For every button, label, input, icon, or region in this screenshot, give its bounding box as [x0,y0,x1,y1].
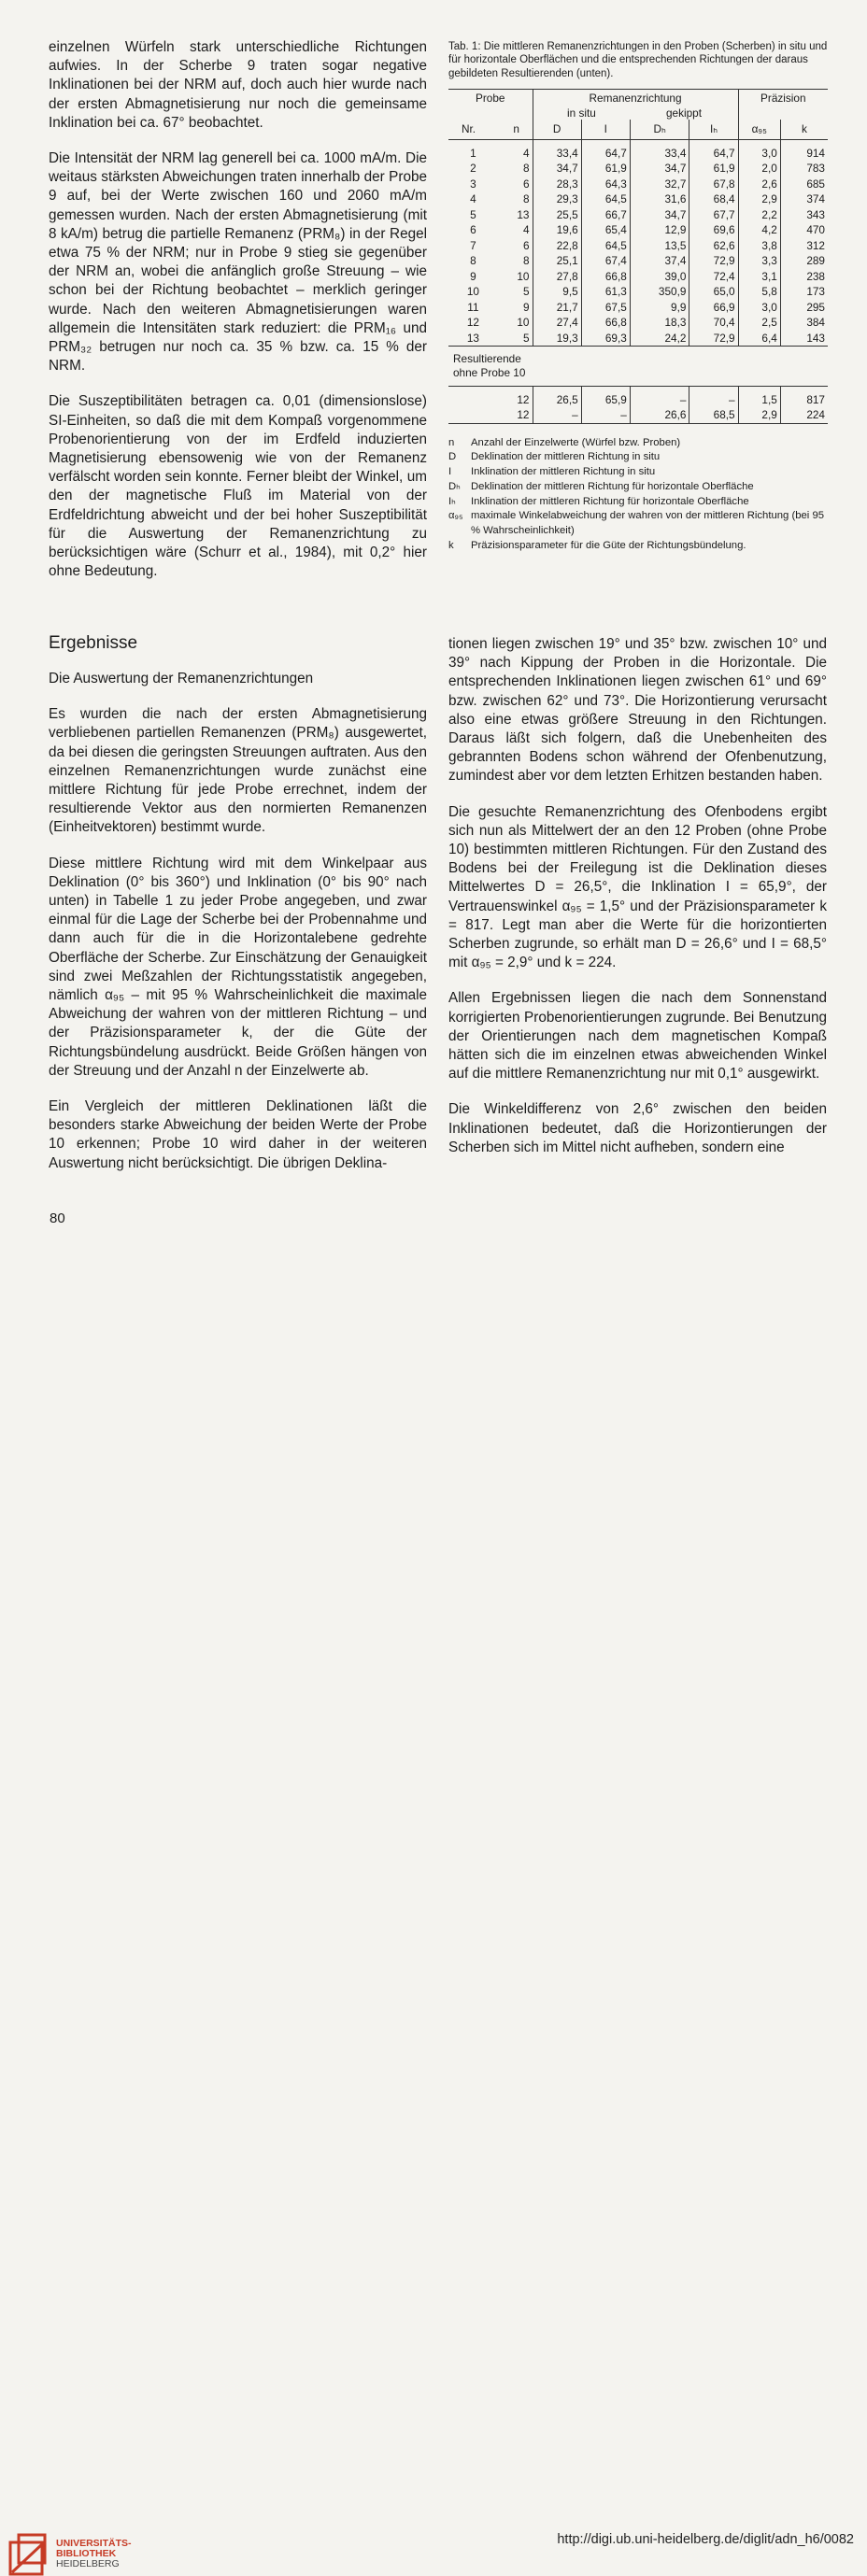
table-cell: 13 [466,331,479,345]
legend-item [448,539,828,554]
table-row [448,222,828,238]
table-cell: 64,3 [581,177,630,192]
col-header: α₉₅ [738,120,780,140]
paragraph: einzelnen Würfeln stark unterschiedliche Richtungen aufwies. In der Scherbe 9 traten sogar negative Inklinationen bei der NRM auf, doch auch hier wurde nach der ersten Abmagnetisierung nur noch die gemeinsame Inklination bei ca. 67° beobachtet. [49,39,427,131]
col-header: k [801,122,807,136]
legend-item [448,465,828,480]
page-number: 80 [50,1210,65,1226]
table-cell: 3,8 [738,238,780,254]
table-cell: 5 [501,284,533,300]
table-cell: 7 [470,238,476,252]
table-cell: 72,9 [689,253,738,269]
table-row [448,269,828,285]
table-legend [448,436,828,554]
logo-text: UNIVERSITÄTS- [56,2537,132,2549]
table-row [448,161,828,177]
table-cell: 34,7 [630,161,689,177]
table-cell: 8 [501,253,533,269]
table-cell: 67,8 [689,177,738,192]
table-cell: 34,7 [533,161,581,177]
table-cell: 783 [806,162,825,176]
paragraph: tionen liegen zwischen 19° und 35° bzw. zwischen 10° und 39° nach Kippung der Proben in die Horizontale. Die entsprechenden Inklinationen liegen zwischen 61° und 69° bzw. zwischen 62° und 73°. Die Horizontierung verursacht also eine etwas größere Streuung in den Richtungen. Daraus läßt sich folgern, daß die Unebenheiten des gebrannten Bodens schon während der Ofenbenutzung, zumindest aber vor dem letzten Erhitzen bestanden haben. [448,636,827,785]
table-cell: 70,4 [689,315,738,331]
table-cell: 224 [806,408,825,422]
table-cell: 2,0 [738,161,780,177]
header-gekippt: gekippt [630,106,738,120]
table-cell: 25,1 [533,253,581,269]
col-header: I [581,120,630,140]
table-cell: 5 [470,207,476,221]
paragraph: Die Winkeldifferenz von 2,6° zwischen den beiden Inklinationen bedeutet, daß die Horizontierungen der Scherben sich im Mittel nicht aufheben, sondern eine [448,1101,827,1155]
table-cell: 10 [501,315,533,331]
table-cell: 22,8 [533,238,581,254]
table-cell: 6 [501,177,533,192]
paragraph: Es wurden die nach der ersten Abmagnetisierung verbliebenen partiellen Remanenzen (PRM₈) ausgewertet, da bei diesen die geringsten Streuungen auftraten. Aus den einzelnen Remanenzrichtungen wurde zunächst eine mittlere Richtung für jede Probe errechnet, indem der resultierende Vektor aus den normierten Remanenzen (Einheitvektoren) bestimmt wurde. [49,706,427,836]
table-cell: 4 [501,222,533,238]
col-header: Iₕ [689,120,738,140]
legend-item [448,495,828,510]
table-cell: 62,6 [689,238,738,254]
table-cell: 27,8 [533,269,581,285]
table-cell: 295 [806,300,825,314]
paragraph: Die Suszeptibilitäten betragen ca. 0,01 (dimensionslose) SI-Einheiten, so daß die mit dem Kompaß vorgenommene Probenorientierung von der im Erdfeld induzierten Magnetisierung ebensowenig wie von der Remanenz verfälscht worden sein konnte. Ferner bleibt der Winkel, um den der magnetische Fluß im Material von der Erdfeldrichtung abweicht und der bei hoher Suszeptibilität für die Auswertung der Remanenzrichtung zu berücksichtigen wäre (Schurr et al., 1984), mit 0,2° hier ohne Bedeutung. [49,393,427,580]
table-row [448,300,828,316]
header-in-situ: in situ [567,106,596,120]
legend-text: maximale Winkelabweichung der wahren von der mittleren Richtung (bei 95 % Wahrscheinlichkeit) [471,510,825,536]
table-cell: 817 [806,392,825,406]
table-cell: 61,9 [689,161,738,177]
footer [0,1261,867,2569]
legend-key: D [448,451,457,463]
table-cell: 26,5 [533,392,581,408]
table-cell: 350,9 [630,284,689,300]
logo-text: HEIDELBERG [56,2557,120,2569]
table-cell: 64,7 [689,146,738,162]
legend-item [448,436,828,451]
table-cell: 2,9 [738,407,780,423]
table-row [448,207,828,223]
legend-text: Anzahl der Einzelwerte (Würfel bzw. Proben) [471,436,681,448]
table-cell: 4,2 [738,222,780,238]
table-body [448,146,828,347]
table-cell: 66,7 [581,207,630,223]
table-cell: 66,8 [581,315,630,331]
table-cell: – [630,392,689,408]
table-cell: 37,4 [630,253,689,269]
table-cell: 67,7 [689,207,738,223]
table-cell: 289 [806,254,825,268]
table-cell: 12 [501,407,533,423]
legend-text: Präzisionsparameter für die Güte der Richtungsbündelung. [471,539,746,551]
table-row [448,146,828,162]
table-cell: 21,7 [533,300,581,316]
legend-item [448,480,828,495]
table-cell: 2,9 [738,191,780,207]
table-row [448,238,828,254]
section-heading: Ergebnisse [49,633,138,653]
table-cell: 61,3 [581,284,630,300]
table-cell: 12 [501,392,533,408]
table-cell: 13,5 [630,238,689,254]
table-cell: 5 [501,331,533,347]
table-cell: 68,4 [689,191,738,207]
table-cell: 66,8 [581,269,630,285]
table-cell: 6 [501,238,533,254]
legend-item [448,509,828,538]
table-cell: 8 [501,161,533,177]
table-cell: 64,7 [581,146,630,162]
col-header: Dₕ [630,120,689,140]
table-cell: 6,4 [738,331,780,347]
table-cell: 64,5 [581,238,630,254]
result-row [448,407,828,423]
table-cell: 3,1 [738,269,780,285]
table-cell: 12 [466,316,479,330]
source-url[interactable]: http://digi.ub.uni-heidelberg.de/diglit/adn_h6/0082 [557,2532,854,2547]
table-cell: 66,9 [689,300,738,316]
table-cell: – [533,407,581,423]
table-cell: 69,6 [689,222,738,238]
table-cell: 5,8 [738,284,780,300]
legend-key: k [448,539,454,551]
table-row [448,177,828,192]
result-row [448,392,828,408]
table-cell: 34,7 [630,207,689,223]
table-row [448,331,828,347]
table-cell: 31,6 [630,191,689,207]
table-caption: Tab. 1: Die mittleren Remanenzrichtungen in den Proben (Scherben) in situ und für horizontale Oberflächen und die entsprechenden Richtungen der daraus gebildeten Resultierenden (unten). [448,41,828,79]
table-cell: 32,7 [630,177,689,192]
data-table [448,89,828,424]
table-cell: 3,3 [738,253,780,269]
table-cell: 67,5 [581,300,630,316]
table-cell: 72,4 [689,269,738,285]
col-header: D [533,120,581,140]
table-cell: 143 [806,331,825,345]
table-row [448,191,828,207]
left-column-bottom [49,632,427,1190]
table-cell: 10 [501,269,533,285]
header-probe: Probe [448,90,533,106]
table-cell: 25,5 [533,207,581,223]
table-cell: 29,3 [533,191,581,207]
table-cell: 8 [501,191,533,207]
table-cell: 19,3 [533,331,581,347]
table-cell: 27,4 [533,315,581,331]
table-cell: 2 [470,162,476,176]
paragraph: Ein Vergleich der mittleren Deklinationen läßt die besonders starke Abweichung der beiden Werte der Probe 10 erkennen; Probe 10 wird daher in der weiteren Auswertung nicht berücksichtigt. Die übrigen Deklina- [49,1098,427,1171]
header-remanenzrichtung: Remanenzrichtung [533,90,738,106]
table-cell: 9 [470,269,476,283]
table-cell: 914 [806,146,825,160]
result-body [448,392,828,424]
legend-key: I [448,466,452,478]
table-cell: 33,4 [630,146,689,162]
table-cell: 173 [806,285,825,299]
table-cell: 4 [501,146,533,162]
legend-text: Deklination der mittleren Richtung für horizontale Oberfläche [471,480,754,492]
table-cell: 238 [806,269,825,283]
table-row [448,284,828,300]
table-cell: 61,9 [581,161,630,177]
table-cell: 24,2 [630,331,689,347]
table-cell: 19,6 [533,222,581,238]
table-cell: 65,0 [689,284,738,300]
table-cell: 374 [806,192,825,206]
table-cell: 1,5 [738,392,780,408]
table-cell: 2,2 [738,207,780,223]
table-cell: 39,0 [630,269,689,285]
table-cell [448,407,501,423]
table-cell: 9,9 [630,300,689,316]
table-cell: 2,6 [738,177,780,192]
logo-text: BIBLIOTHEK [56,2547,117,2559]
table-cell: 11 [467,300,479,314]
table-cell: 9 [501,300,533,316]
table-cell: 12,9 [630,222,689,238]
col-header: n [501,120,533,140]
table-cell: 72,9 [689,331,738,347]
table-row [448,315,828,331]
col-header: Nr. [462,122,476,136]
header-praezision: Präzision [760,91,806,105]
table-cell: 67,4 [581,253,630,269]
table-block [448,40,828,553]
table-cell: 69,3 [581,331,630,347]
table-cell: – [689,392,738,408]
table-cell: 18,3 [630,315,689,331]
table-cell: 4 [470,192,476,206]
paragraph: Die Intensität der NRM lag generell bei ca. 1000 mA/m. Die weitaus stärksten Abweichungen traten innerhalb der Probe 9 auf, bei der Werte zwischen 160 und 2060 mA/m gemessen wurden. Nach der ersten Abmagnetisierung (mit 8 kA/m) betrug die partielle Remanenz (PRM₈) in der Regel etwa 75 % der NRM; nur in Probe 9 stieg sie gegenüber der NRM an, wobei die anfänglich große Streuung – wie schon bei der Richtung beobachtet – merklich geringer wurde. Nach den weiteren Abmagnetisierungen waren allgemein die Intensitäten stark reduziert: die PRM₁₆ und PRM₃₂ betrugen nur noch ca. 35 % bzw. ca. 15 % der NRM. [49,150,427,375]
table-cell: 470 [806,223,825,237]
table-cell: 8 [470,254,476,268]
table-cell: 9,5 [533,284,581,300]
legend-key: Iₕ [448,495,456,507]
table-cell: 2,5 [738,315,780,331]
table-cell: 64,5 [581,191,630,207]
table-cell: 3,0 [738,146,780,162]
table-cell: 26,6 [630,407,689,423]
right-column-bottom [448,635,827,1174]
library-logo[interactable] [7,2531,132,2576]
legend-key: α₉₅ [448,510,463,522]
table-cell: 33,4 [533,146,581,162]
table-cell: 384 [806,316,825,330]
paragraph: Allen Ergebnissen liegen die nach dem Sonnenstand korrigierten Probenorientierungen zugrunde. Bei Benutzung der Orientierungen nach dem magnetischen Kompaß hätten sich die im einzelnen etwas abweichenden Winkel auf die mittlere Remanenzrichtung nur mit 0,1° ausgewirkt. [448,990,827,1083]
legend-key: n [448,436,455,448]
legend-text: Inklination der mittleren Richtung für horizontale Oberfläche [471,495,749,507]
table-cell: 343 [806,207,825,221]
table-cell: – [581,407,630,423]
table-cell: 65,9 [581,392,630,408]
legend-text: Deklination der mittleren Richtung in situ [471,451,661,463]
table-cell [448,392,501,408]
table-cell: 28,3 [533,177,581,192]
table-cell: 13 [501,207,533,223]
legend-text: Inklination der mittleren Richtung in situ [471,466,656,478]
subheading: Die Auswertung der Remanenzrichtungen [49,671,314,686]
resultierende-label: Resultierende ohne Probe 10 [453,352,526,380]
paragraph: Die gesuchte Remanenzrichtung des Ofenbodens ergibt sich nun als Mittelwert der an den 12 Proben (ohne Probe 10) bestimmten mittleren Richtungen. Für den Zustand des Bodens bei der Freilegung ist die Deklination dieses Mittelwertes D = 26,5°, die Inklination I = 65,9°, der Vertrauenswinkel α₉₅ = 1,5° und der Präzisionsparameter k = 817. Legt man aber die Werte für die horizontierten Scherben zugrunde, so erhält man D = 26,6° und I = 68,5° mit α₉₅ = 2,9° und k = 224. [448,803,827,971]
table-cell: 68,5 [689,407,738,423]
paragraph: Diese mittlere Richtung wird mit dem Winkelpaar aus Deklination (0° bis 360°) und Inklination (0° bis 90° nach unten) in Tabelle 1 zu jeder Probe angegeben, und zwar einmal für die Lage der Scherbe bei der Probennahme und dann auch für die in die Horizontalebene gedrehte Oberfläche der Scherbe. Zur Einschätzung der Genauigkeit sind zwei Meßzahlen der Richtungsstatistik angegeben, nämlich α₉₅ – mit 95 % Wahrscheinlichkeit die maximale Abweichung der wahren von der mittleren Richtung – und der Präzisionsparameter k, der die Güte der Richtungsbündelung ausdrückt. Beide Größen hängen von der Streuung und der Anzahl n der Einzelwerte ab. [49,855,427,1079]
left-column-top [49,38,427,598]
table-cell: 312 [806,238,825,252]
table-cell: 1 [470,146,476,160]
table-row [448,253,828,269]
table-cell: 65,4 [581,222,630,238]
legend-item [448,450,828,465]
table-cell: 10 [466,285,479,299]
table-cell: 3 [470,177,476,191]
legend-key: Dₕ [448,480,461,492]
table-cell: 3,0 [738,300,780,316]
table-cell: 6 [470,223,476,237]
table-cell: 685 [806,177,825,191]
library-logo-icon [7,2531,49,2576]
